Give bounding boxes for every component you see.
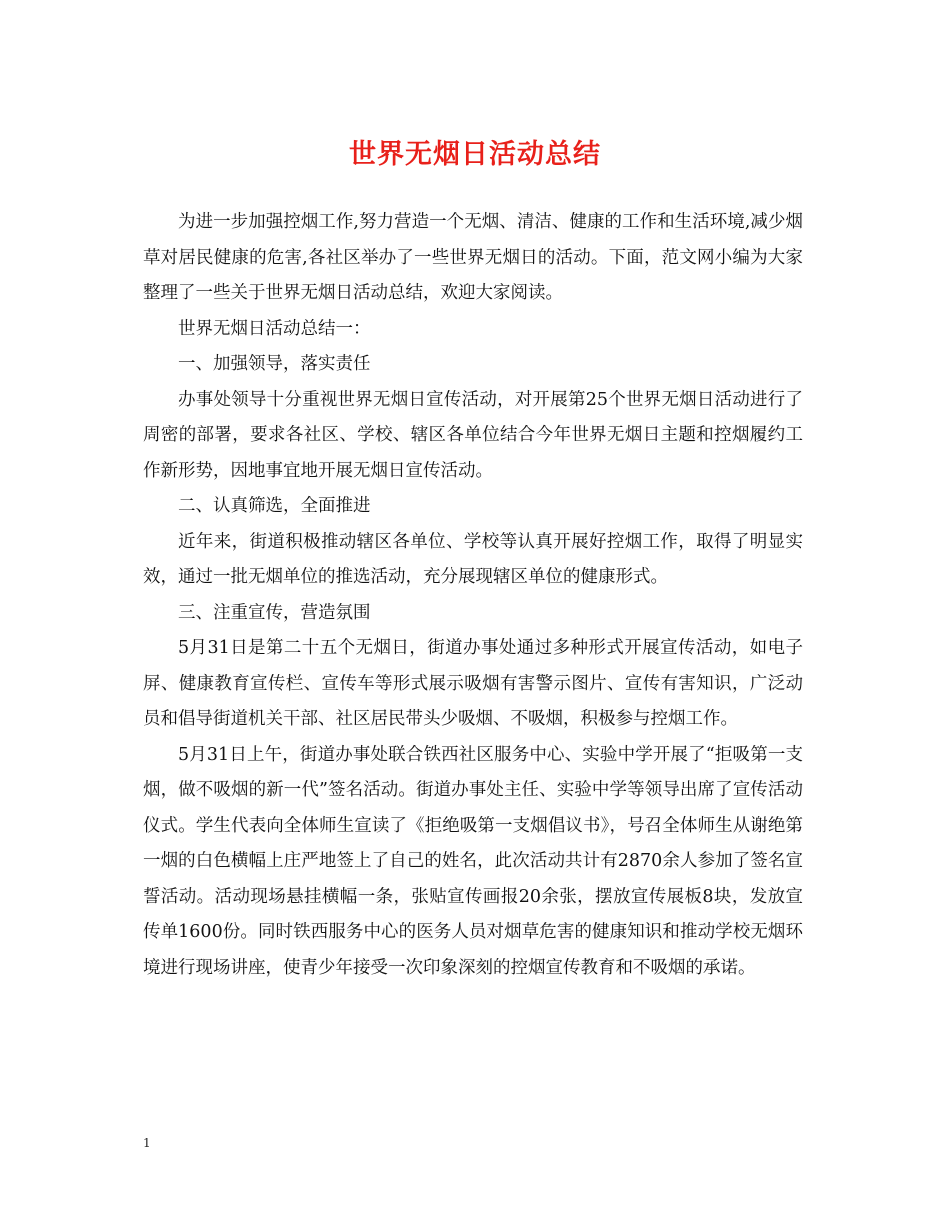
subheading-2: 二、认真筛选，全面推进	[178, 496, 371, 516]
page-number: 1	[143, 1136, 151, 1150]
subheading-1: 一、加强领导，落实责任	[178, 354, 371, 374]
subheading-3: 三、注重宣传，营造氛围	[178, 602, 371, 623]
document-body	[143, 205, 803, 986]
paragraph-3: 5月31日是第二十五个无烟日，街道办事处通过多种形式开展宣传活动，如电子屏、健康教育宣传栏、宣传车等形式展示吸烟有害警示图片、宣传有害知识，广泛动员和倡导街道机关干部、社区居民带头少吸烟、不吸烟，积极参与控烟工作。	[143, 638, 803, 729]
paragraph-2: 近年来，街道积极推动辖区各单位、学校等认真开展好控烟工作，取得了明显实效，通过一批无烟单位的推选活动，充分展现辖区单位的健康形式。	[143, 531, 803, 587]
section-heading: 世界无烟日活动总结一：	[178, 318, 371, 339]
paragraph-intro: 为进一步加强控烟工作,努力营造一个无烟、清洁、健康的工作和生活环境,减少烟草对居民健康的危害,各社区举办了一些世界无烟日的活动。下面，范文网小编为大家整理了一些关于世界无烟日活动总结，欢迎大家阅读。	[143, 212, 803, 303]
paragraph-4: 5月31日上午，街道办事处联合铁西社区服务中心、实验中学开展了“拒吸第一支烟，做不吸烟的新一代”签名活动。街道办事处主任、实验中学等领导出席了宣传活动仪式。学生代表向全体师生宣读了《拒绝吸第一支烟倡议书》，号召全体师生从谢绝第一烟的白色横幅上庄严地签上了自己的姓名，此次活动共计有2870余人参加了签名宣誓活动。活动现场悬挂横幅一条，张贴宣传画报20余张，摆放宣传展板8块，发放宣传单1600份。同时铁西服务中心的医务人员对烟草危害的健康知识和推动学校无烟环境进行现场讲座，使青少年接受一次印象深刻的控烟宣传教育和不吸烟的承诺。	[143, 744, 803, 978]
paragraph-1: 办事处领导十分重视世界无烟日宣传活动，对开展第25个世界无烟日活动进行了周密的部署，要求各社区、学校、辖区各单位结合今年世界无烟日主题和控烟履约工作新形势，因地事宜地开展无烟日宣传活动。	[143, 389, 803, 481]
document-title: 世界无烟日活动总结	[349, 139, 601, 170]
